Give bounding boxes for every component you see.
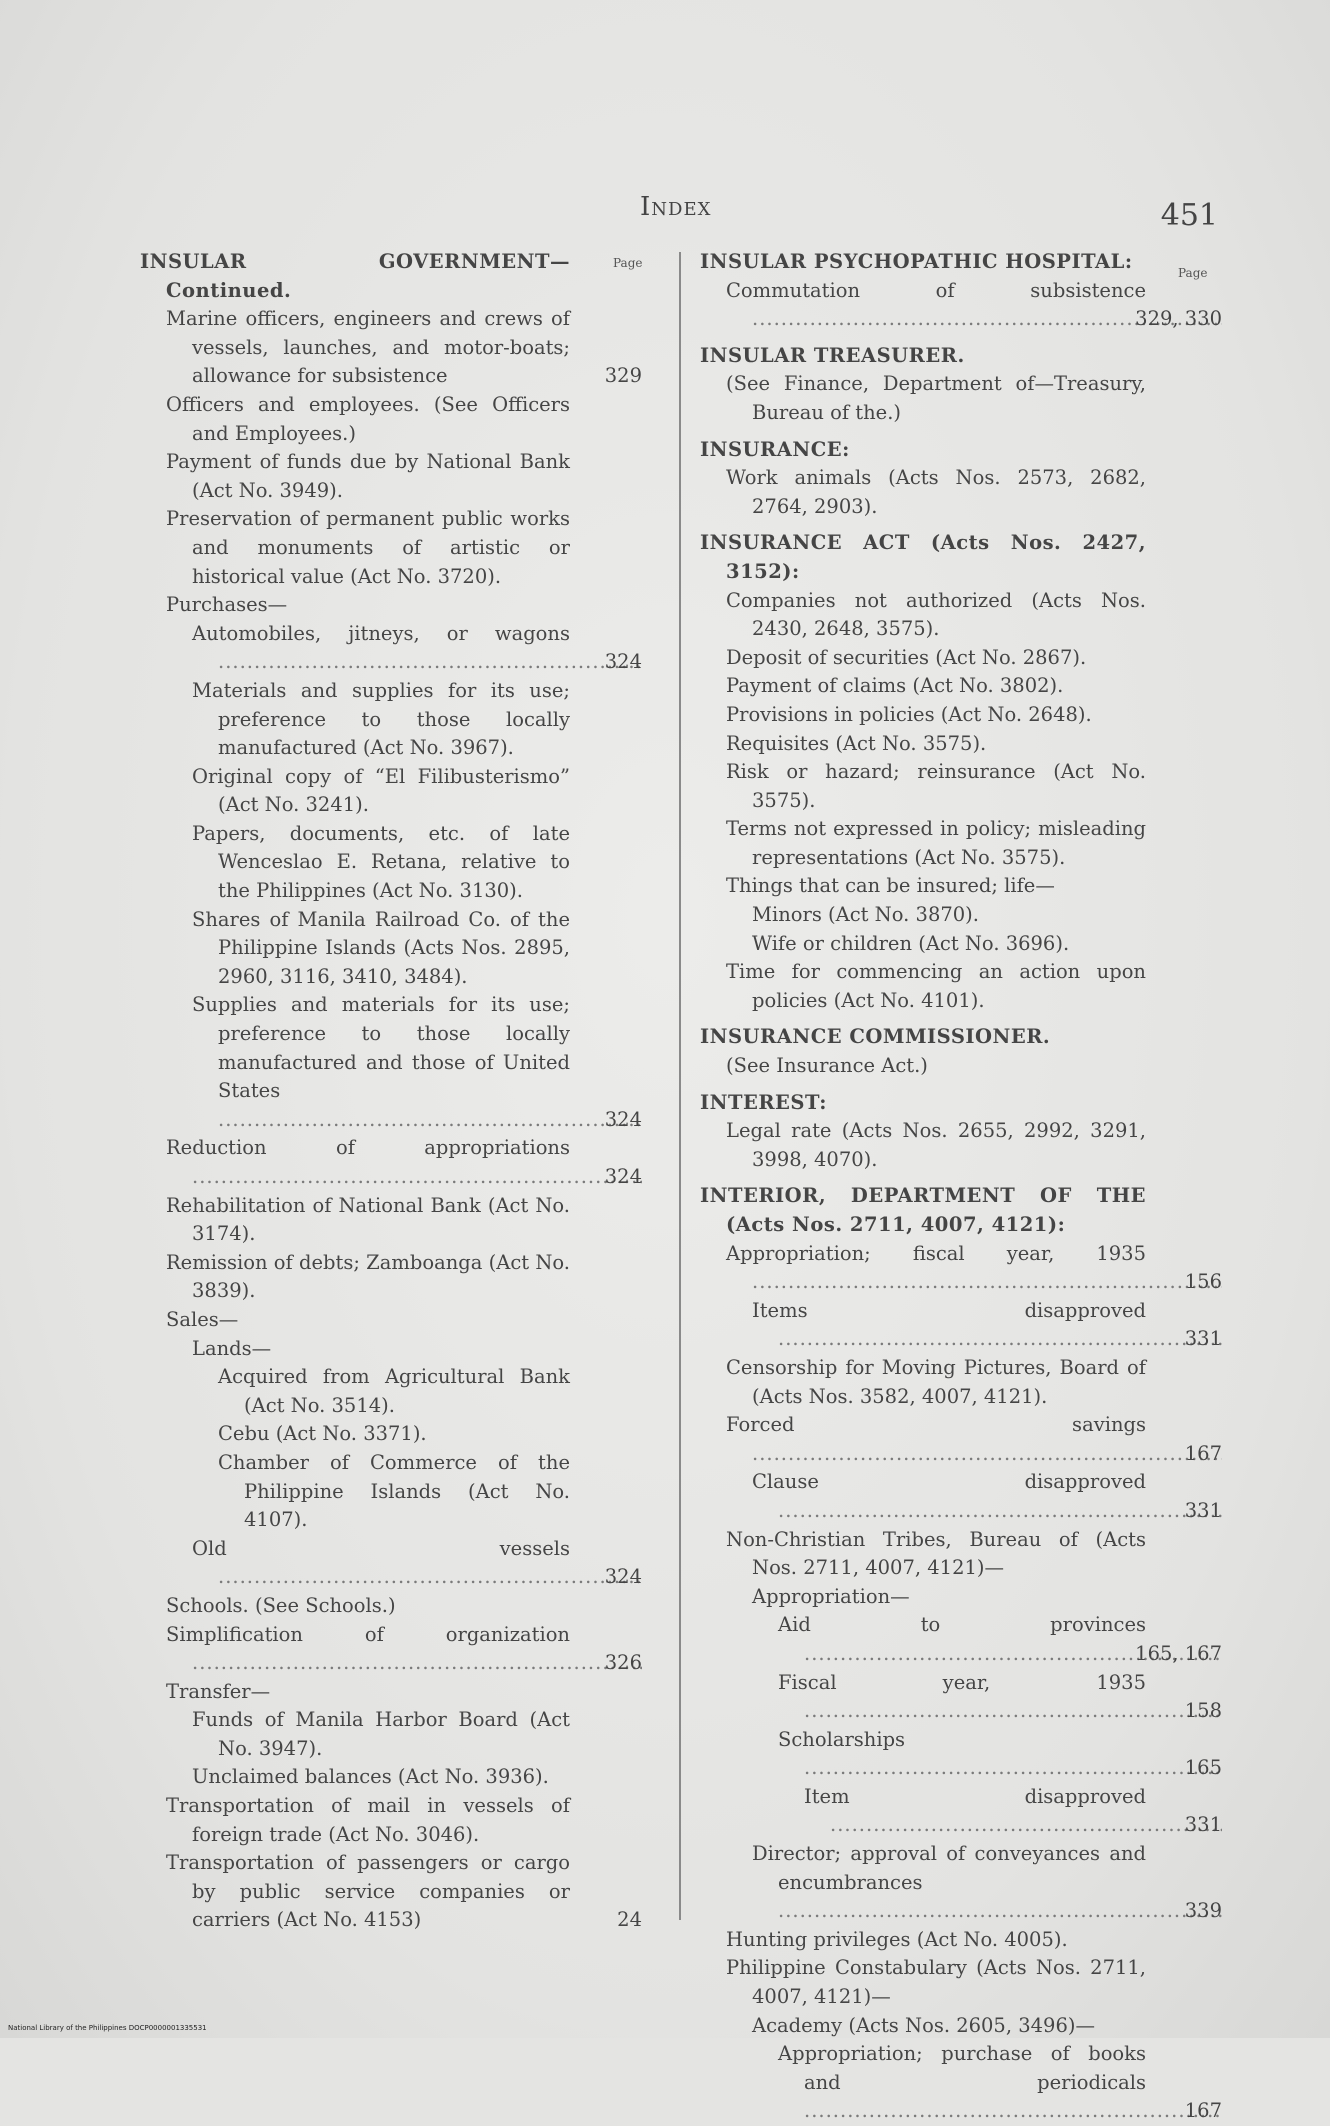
entry-page-ref: 165, 167 (1135, 1641, 1222, 1665)
page-number: 451 (1160, 198, 1218, 233)
entry-text: (See Insurance Act.) (726, 1054, 928, 1078)
index-entry (140, 1249, 642, 1306)
index-entry (140, 1192, 642, 1249)
entry-text: Remission of debts; Zamboanga (Act No. 3839). (166, 1250, 570, 1303)
entry-page-ref: 324 (604, 1165, 642, 1188)
entry-text: INSULAR GOVERNMENT—Continued. (140, 250, 570, 302)
entry-text: Marine officers, engineers and crews of vessels, launches, and motor-boats; allowance for subsistence (166, 307, 570, 388)
index-column-left (140, 248, 642, 1935)
entry-text: Director; approval of conveyances and encumbrances ..... (752, 1842, 1222, 1922)
index-entry (700, 1117, 1222, 1174)
entry-text: INSURANCE COMMISSIONER. (700, 1025, 1051, 1049)
index-entry (140, 1420, 642, 1449)
entry-text: Chamber of Commerce of the Philippine Islands (Act No. 4107). (218, 1450, 570, 1532)
index-entry (700, 1411, 1222, 1468)
index-entry (700, 1468, 1222, 1525)
entry-text: Unclaimed balances (Act No. 3936). (192, 1765, 549, 1789)
entry-text: Forced savings ..... (726, 1413, 1222, 1465)
index-entry (140, 1592, 642, 1621)
entry-text: Hunting privileges (Act No. 4005). (726, 1927, 1068, 1951)
index-entry (140, 763, 642, 820)
entry-text: Appropriation; fiscal year, 1935 ..... (726, 1242, 1222, 1294)
index-entry (700, 587, 1222, 644)
index-entry (140, 1763, 642, 1792)
entry-text: Items disapproved ..... (752, 1299, 1222, 1351)
index-entry (140, 448, 642, 505)
entry-text: Preservation of permanent public works and monuments of artistic or historical value (Act No. 3720). (166, 507, 570, 588)
index-entry (700, 1926, 1222, 1955)
index-entry (140, 1335, 642, 1364)
index-heading (700, 529, 1222, 586)
index-entry (700, 672, 1222, 701)
index-heading (700, 1182, 1222, 1239)
entry-text: Non-Christian Tribes, Bureau of (Acts Nos. 2711, 4007, 4121)— (726, 1527, 1146, 1580)
index-entry (140, 391, 642, 448)
entry-page-ref: 329, 330 (1135, 307, 1222, 331)
entry-page-ref: 167 (1184, 1441, 1222, 1465)
entry-text: (See Finance, Department of—Treasury, Bureau of the.) (726, 372, 1146, 424)
entry-text: Minors (Act No. 3870). (752, 903, 979, 927)
entry-text: Rehabilitation of National Bank (Act No. 3174). (166, 1193, 570, 1246)
index-entry (700, 1583, 1222, 1612)
index-entry (700, 1669, 1222, 1726)
entry-text: Papers, documents, etc. of late Wenceslao E. Retana, relative to the Philippines (Act No. 3130). (192, 821, 570, 903)
entry-text: Appropriation— (752, 1584, 910, 1608)
index-entry (700, 1954, 1222, 2011)
index-column-right (700, 248, 1222, 2126)
index-entry (700, 901, 1222, 930)
index-entry (140, 620, 642, 677)
left-column-page-label: Page (613, 256, 643, 270)
entry-text: INSURANCE ACT (Acts Nos. 2427, 3152): (700, 531, 1146, 583)
entry-text: Companies not authorized (Acts Nos. 2430, 2648, 3575). (726, 588, 1146, 641)
index-entry (140, 677, 642, 763)
index-entry (700, 277, 1222, 334)
entry-text: Transfer— (166, 1679, 271, 1703)
entry-text: Payment of claims (Act No. 3802). (726, 674, 1064, 698)
index-heading (700, 248, 1222, 277)
index-entry (700, 2012, 1222, 2041)
index-entry (140, 1706, 642, 1763)
index-entry (700, 1611, 1222, 1668)
entry-text: Transportation of passengers or cargo by public service companies or carriers (Act No. 4153) (166, 1851, 570, 1932)
entry-text: Philippine Constabulary (Acts Nos. 2711, 4007, 4121)— (726, 1956, 1146, 2009)
entry-text: Materials and supplies for its use; preference to those locally manufactured (Act No. 3967). (192, 678, 570, 760)
entry-text: Commutation of subsistence ..... (726, 279, 1222, 331)
entry-text: Clause disapproved ..... (752, 1470, 1222, 1522)
index-heading (700, 342, 1222, 371)
entry-text: Time for commencing an action upon policies (Act No. 4101). (726, 960, 1146, 1012)
entry-page-ref: 165 (1184, 1756, 1222, 1780)
index-entry (140, 1134, 642, 1191)
index-entry (140, 591, 642, 620)
index-entry (700, 930, 1222, 959)
index-entry (140, 1306, 642, 1335)
entry-text: Reduction of appropriations ..... (166, 1136, 642, 1188)
index-heading (140, 248, 642, 305)
entry-text: Original copy of “El Filibusterismo” (Act No. 3241). (192, 764, 570, 817)
entry-text: Supplies and materials for its use; preference to those locally manufactured and those of United States ..... (192, 993, 642, 1130)
entry-text: Legal rate (Acts Nos. 2655, 2992, 3291, 3998, 4070). (726, 1119, 1146, 1171)
entry-text: Terms not expressed in policy; misleading representations (Act No. 3575). (726, 817, 1146, 869)
index-entry (700, 1526, 1222, 1583)
entry-text: Wife or children (Act No. 3696). (752, 931, 1070, 955)
index-entry (700, 815, 1222, 872)
entry-text: INSULAR PSYCHOPATHIC HOSPITAL: (700, 250, 1133, 273)
index-entry (140, 505, 642, 591)
index-entry (700, 370, 1222, 427)
entry-page-ref: 339 (1184, 1899, 1222, 1923)
entry-page-ref: 331 (1184, 1498, 1222, 1522)
index-entry (700, 958, 1222, 1015)
index-entry (140, 305, 642, 391)
entry-text: Acquired from Agricultural Bank (Act No. 3514). (218, 1365, 570, 1417)
index-entry (700, 1354, 1222, 1411)
index-entry (140, 1535, 642, 1592)
entry-text: Officers and employees. (See Officers and Employees.) (166, 392, 570, 445)
entry-text: Censorship for Moving Pictures, Board of (Acts Nos. 3582, 4007, 4121). (726, 1355, 1146, 1408)
entry-text: Item disapproved ..... (804, 1785, 1222, 1837)
entry-page-ref: 326 (604, 1651, 642, 1675)
index-entry (140, 1849, 642, 1935)
index-entry (700, 701, 1222, 730)
index-entry (700, 872, 1222, 901)
entry-page-ref: 24 (617, 1908, 642, 1932)
entry-page-ref: 158 (1184, 1699, 1222, 1723)
index-entry (700, 730, 1222, 759)
entry-text: Aid to provinces ..... (778, 1613, 1222, 1665)
entry-text: Appropriation; purchase of books and periodicals ..... (778, 2042, 1222, 2122)
index-entry (140, 906, 642, 992)
entry-text: Scholarships ..... (778, 1728, 1222, 1780)
index-entry (140, 1363, 642, 1420)
entry-text: Transportation of mail in vessels of foreign trade (Act No. 3046). (166, 1794, 570, 1846)
entry-text: INSURANCE: (700, 437, 850, 461)
entry-page-ref: 329 (604, 364, 642, 388)
column-divider (679, 252, 681, 1920)
footer-credit: National Library of the Philippines DOCP0000001335531 (8, 2024, 207, 2032)
index-entry (140, 991, 642, 1134)
index-entry (140, 1621, 642, 1678)
index-entry (700, 1297, 1222, 1354)
entry-text: Sales— (166, 1307, 239, 1331)
index-entry (140, 1792, 642, 1849)
entry-text: Academy (Acts Nos. 2605, 3496)— (752, 2013, 1095, 2037)
entry-page-ref: 331 (1184, 1813, 1222, 1837)
entry-text: INTEREST: (700, 1090, 827, 1114)
entry-page-ref: 167 (1184, 2099, 1222, 2123)
entry-text: Fiscal year, 1935 ..... (778, 1671, 1222, 1723)
entry-text: Simplification of organization ..... (166, 1623, 642, 1675)
entry-text: INTERIOR, DEPARTMENT OF THE (Acts Nos. 2711, 4007, 4121): (700, 1184, 1146, 1236)
entry-text: INSULAR TREASURER. (700, 343, 965, 367)
index-entry (700, 1840, 1222, 1926)
entry-text: Purchases— (166, 593, 288, 617)
entry-text: Schools. (See Schools.) (166, 1593, 396, 1617)
entry-text: Shares of Manila Railroad Co. of the Philippine Islands (Acts Nos. 2895, 2960, 3116, 3410, 3484). (192, 907, 570, 988)
index-entry (700, 1726, 1222, 1783)
entry-text: Things that can be insured; life— (726, 874, 1055, 898)
entry-text: Lands— (192, 1336, 272, 1360)
index-entry (700, 1052, 1222, 1081)
index-heading (700, 1089, 1222, 1118)
index-entry (700, 1783, 1222, 1840)
entry-text: Deposit of securities (Act No. 2867). (726, 645, 1087, 669)
index-entry (140, 820, 642, 906)
running-head: Index (640, 192, 712, 222)
entry-text: Payment of funds due by National Bank (Act No. 3949). (166, 450, 570, 502)
entry-text: Cebu (Act No. 3371). (218, 1422, 427, 1446)
entry-text: Work animals (Acts Nos. 2573, 2682, 2764, 2903). (726, 466, 1146, 518)
index-entry (700, 464, 1222, 521)
entry-page-ref: 324 (604, 1565, 642, 1589)
entry-text: Provisions in policies (Act No. 2648). (726, 702, 1092, 726)
entry-text: Funds of Manila Harbor Board (Act No. 3947). (192, 1708, 570, 1760)
entry-page-ref: 331 (1184, 1327, 1222, 1351)
index-entry (140, 1449, 642, 1535)
index-entry (700, 1240, 1222, 1297)
index-entry (140, 1678, 642, 1707)
entry-text: Requisites (Act No. 3575). (726, 731, 987, 755)
entry-text: Automobiles, jitneys, or wagons ..... (192, 622, 642, 674)
index-heading (700, 436, 1222, 465)
index-entry (700, 758, 1222, 815)
entry-page-ref: 324 (604, 650, 642, 674)
right-column-page-label: Page (1178, 266, 1208, 280)
entry-text: Old vessels ..... (192, 1537, 642, 1589)
entry-page-ref: 324 (604, 1107, 642, 1131)
index-heading (700, 1023, 1222, 1052)
entry-page-ref: 156 (1184, 1270, 1222, 1294)
index-entry (700, 2040, 1222, 2126)
entry-text: Risk or hazard; reinsurance (Act No. 3575). (726, 760, 1146, 812)
index-entry (700, 644, 1222, 673)
